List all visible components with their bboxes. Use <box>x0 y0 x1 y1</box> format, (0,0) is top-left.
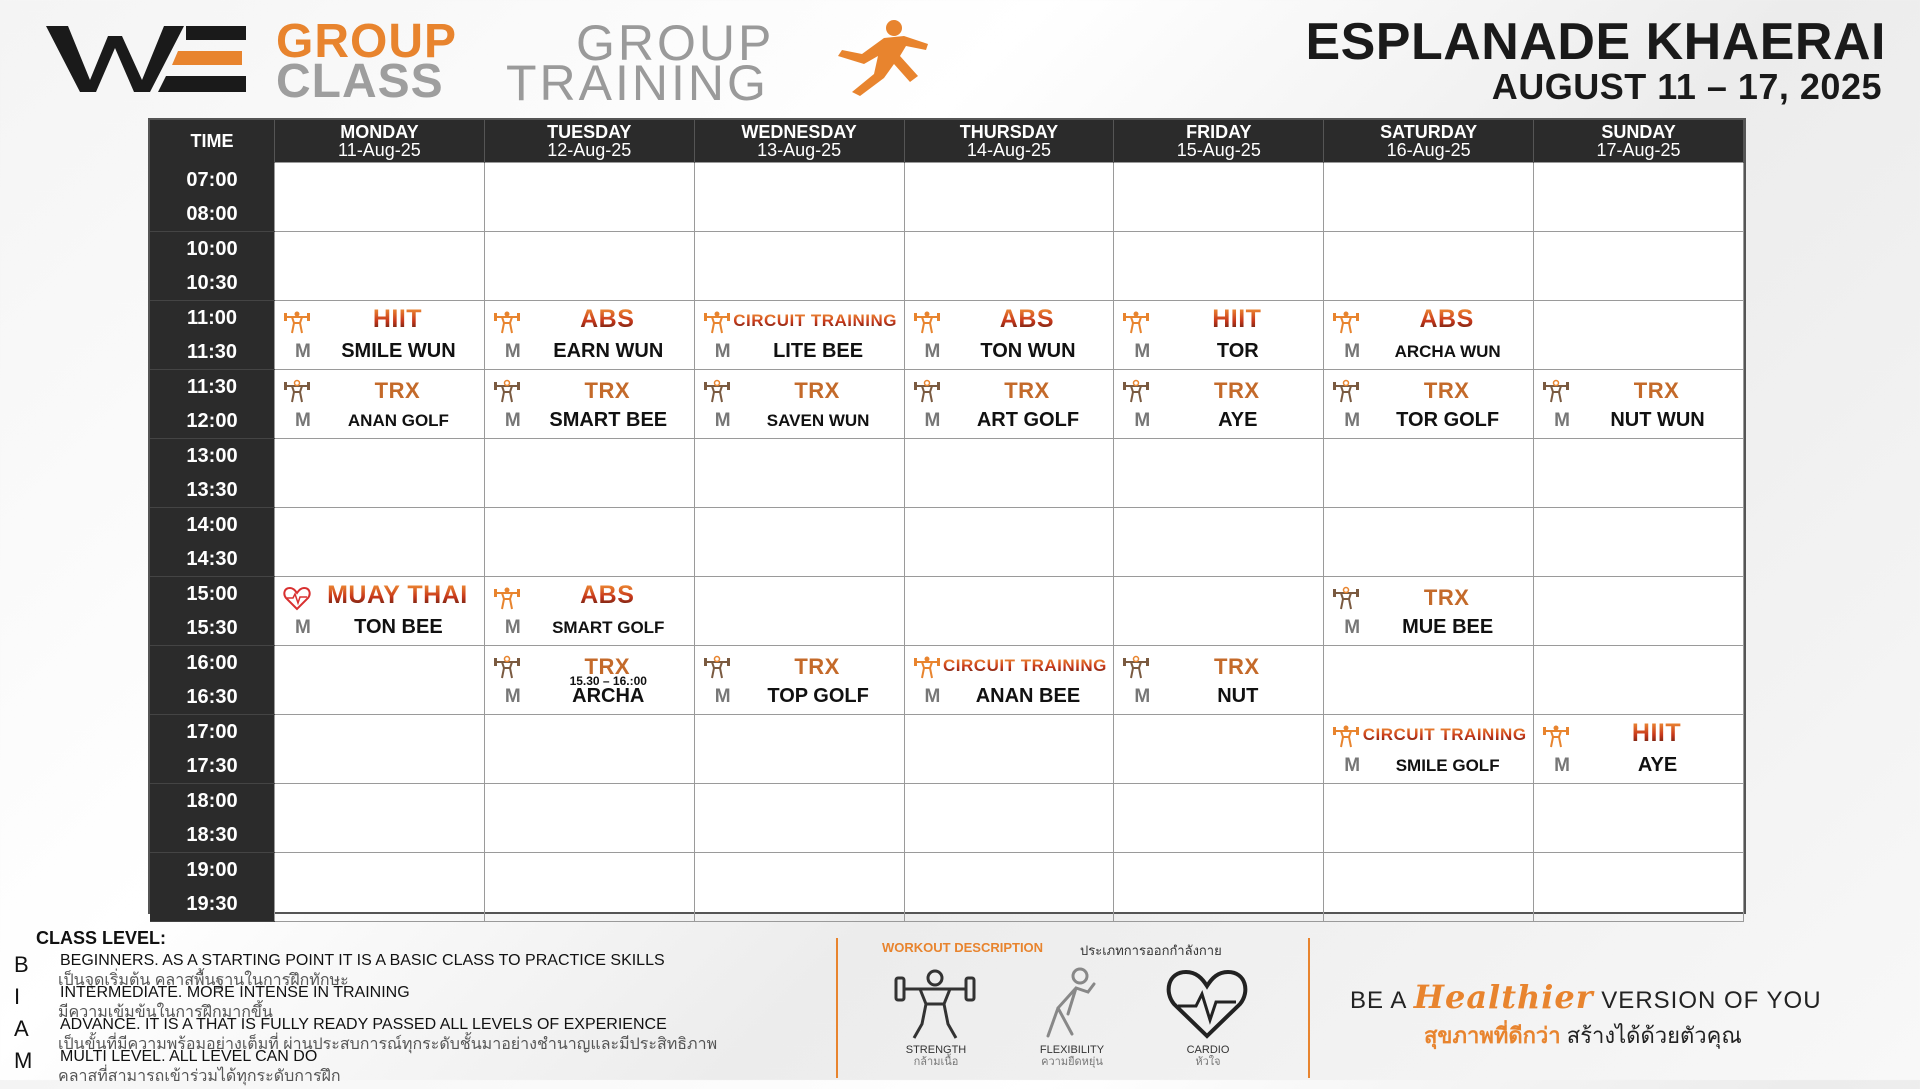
schedule-cell[interactable] <box>275 370 485 439</box>
class-entry[interactable] <box>1534 715 1743 783</box>
strength-icon <box>703 309 731 335</box>
schedule-cell <box>1534 301 1744 370</box>
time-label: 14:00 <box>186 514 238 536</box>
brand-group-bold: GROUP <box>276 15 458 68</box>
day-name: WEDNESDAY <box>741 122 857 142</box>
class-level: M <box>1554 410 1570 431</box>
schedule-cell[interactable] <box>1114 646 1324 715</box>
schedule-cell <box>904 439 1114 508</box>
schedule-cell <box>1324 853 1534 922</box>
schedule-cell <box>275 439 485 508</box>
strength-icon <box>1122 309 1150 335</box>
schedule-cell <box>1324 784 1534 853</box>
class-name: ABS <box>945 305 1110 334</box>
class-entry[interactable] <box>485 301 694 369</box>
trx-icon <box>703 654 731 680</box>
strength-icon <box>1332 723 1360 749</box>
schedule-cell <box>694 784 904 853</box>
time-label: 17:30 <box>186 755 238 777</box>
schedule-cell <box>484 439 694 508</box>
class-level: M <box>1344 341 1361 362</box>
runner-icon <box>822 16 932 98</box>
schedule-cell[interactable] <box>1324 577 1534 646</box>
schedule-cell <box>694 439 904 508</box>
time-cell <box>150 301 275 370</box>
schedule-row <box>150 439 1744 508</box>
time-cell <box>150 439 275 508</box>
schedule-cell[interactable] <box>1534 370 1744 439</box>
schedule-cell[interactable] <box>484 646 694 715</box>
trx-icon <box>493 378 521 404</box>
schedule-cell[interactable] <box>694 301 904 370</box>
day-header-sunday <box>1534 120 1744 163</box>
schedule-cell <box>1534 577 1744 646</box>
day-date: 13-Aug-25 <box>757 140 842 160</box>
schedule-cell <box>1534 646 1744 715</box>
schedule-cell <box>484 853 694 922</box>
day-name: SATURDAY <box>1380 122 1478 142</box>
class-trainer: AYE <box>1637 754 1678 776</box>
class-level: M <box>924 686 941 707</box>
class-level: M <box>504 410 521 431</box>
class-trainer: EARN WUN <box>553 340 664 362</box>
schedule-cell[interactable] <box>484 370 694 439</box>
time-label: 07:00 <box>186 168 238 191</box>
class-trainer: TON BEE <box>354 616 443 638</box>
schedule-cell[interactable] <box>904 646 1114 715</box>
schedule-cell[interactable] <box>275 577 485 646</box>
level-letter: I <box>14 984 21 1009</box>
class-entry[interactable] <box>275 577 484 645</box>
flexibility-label: FLEXIBILITY ความยืดหยุ่น <box>1039 1044 1105 1068</box>
trx-icon <box>913 378 941 404</box>
time-label: 11:30 <box>186 341 238 363</box>
class-level: M <box>1554 755 1570 776</box>
venue-title: ESPLANADE KHAERAI <box>1305 13 1886 71</box>
schedule-cell <box>1534 439 1744 508</box>
strength-icon <box>1332 309 1360 335</box>
slogan-pre: BE A <box>1350 987 1407 1014</box>
class-trainer: SMART BEE <box>549 409 668 431</box>
schedule-cell <box>1114 163 1324 232</box>
day-header-monday <box>275 120 485 163</box>
schedule-cell <box>484 715 694 784</box>
class-trainer: SAVEN WUN <box>766 411 870 430</box>
schedule-cell <box>275 508 485 577</box>
class-entry[interactable] <box>695 301 904 369</box>
schedule-cell[interactable] <box>694 646 904 715</box>
schedule-cell <box>1114 577 1324 646</box>
trx-icon <box>1122 654 1150 680</box>
class-level: M <box>504 617 521 638</box>
class-name: TRX <box>584 378 631 403</box>
class-level-title: CLASS LEVEL: <box>36 928 167 948</box>
class-name: TRX <box>1423 585 1470 610</box>
schedule-cell <box>904 577 1114 646</box>
trx-icon <box>1332 585 1360 611</box>
class-name: MUAY THAI <box>315 581 480 610</box>
time-label: 18:30 <box>186 824 238 846</box>
trx-icon <box>493 654 521 680</box>
schedule-cell <box>1324 439 1534 508</box>
class-name: ABS <box>525 305 690 334</box>
slogan-thai-highlight: สุขภาพที่ดีกว่า <box>1424 1023 1561 1048</box>
time-label: 14:30 <box>186 548 238 570</box>
schedule-cell <box>904 784 1114 853</box>
class-trainer: MUE BEE <box>1402 616 1494 638</box>
schedule-cell[interactable] <box>1324 715 1534 784</box>
schedule-cell <box>1114 508 1324 577</box>
class-name: TRX <box>1004 378 1050 403</box>
time-label: 18:00 <box>186 790 238 812</box>
time-label: 16:30 <box>186 686 238 708</box>
class-name: TRX <box>1633 378 1680 403</box>
slogan-highlight: Healthier <box>1413 978 1594 1016</box>
time-label: 11:00 <box>186 307 238 329</box>
schedule-cell[interactable] <box>484 577 694 646</box>
class-trainer: ART GOLF <box>976 409 1080 431</box>
class-name: TRX <box>794 378 840 403</box>
schedule-cell <box>1534 163 1744 232</box>
day-header-friday <box>1114 120 1324 163</box>
class-name: HIIT <box>1574 719 1739 748</box>
time-label: 08:00 <box>186 202 238 225</box>
schedule-cell <box>484 508 694 577</box>
class-name: TRX <box>1214 378 1260 403</box>
class-entry[interactable] <box>1324 577 1533 645</box>
day-name: SUNDAY <box>1601 122 1676 142</box>
day-header-wednesday <box>694 120 904 163</box>
schedule-cell <box>1114 439 1324 508</box>
schedule-cell <box>484 784 694 853</box>
schedule-cell <box>904 508 1114 577</box>
class-time-note: 15.30 – 16.:00 <box>569 674 647 688</box>
schedule-cell <box>1114 715 1324 784</box>
day-date: 16-Aug-25 <box>1386 140 1471 160</box>
schedule-cell[interactable] <box>1534 715 1744 784</box>
class-name: TRX <box>794 654 840 679</box>
time-cell <box>150 784 275 853</box>
class-level: M <box>1344 410 1361 431</box>
schedule-row <box>150 232 1744 301</box>
class-level-legend <box>0 926 820 1085</box>
time-cell <box>150 715 275 784</box>
strength-icon <box>913 654 941 680</box>
schedule-cell[interactable] <box>1324 370 1534 439</box>
class-level: M <box>1344 617 1361 638</box>
time-label: 10:30 <box>186 272 238 294</box>
day-header-tuesday <box>484 120 694 163</box>
slogan-thai <box>1424 1018 1742 1053</box>
schedule-row <box>150 577 1744 646</box>
time-cell <box>150 853 275 922</box>
class-name: CIRCUIT TRAINING <box>1358 725 1531 745</box>
class-level: M <box>714 341 731 362</box>
class-entry[interactable] <box>1114 370 1323 438</box>
schedule-cell <box>1324 508 1534 577</box>
class-level: M <box>714 410 731 431</box>
schedule-cell <box>1534 784 1744 853</box>
schedule-cell[interactable] <box>694 370 904 439</box>
time-cell <box>150 508 275 577</box>
schedule-cell <box>1324 232 1534 301</box>
time-label: 12:00 <box>186 410 238 432</box>
day-date: 15-Aug-25 <box>1176 140 1261 160</box>
class-name: TRX <box>1423 378 1470 403</box>
schedule-cell <box>1114 232 1324 301</box>
class-level: M <box>1134 686 1151 707</box>
schedule-cell <box>694 232 904 301</box>
class-trainer: ANAN GOLF <box>347 411 449 430</box>
class-entry[interactable] <box>905 301 1114 369</box>
class-entry[interactable] <box>1114 301 1323 369</box>
day-name: TUESDAY <box>547 122 632 142</box>
class-trainer: NUT WUN <box>1610 409 1705 431</box>
class-level: M <box>295 341 311 362</box>
day-name: MONDAY <box>340 122 419 142</box>
schedule-row <box>150 301 1744 370</box>
trx-icon <box>283 378 311 404</box>
slogan-post: VERSION OF YOU <box>1601 987 1822 1014</box>
strength-icon <box>493 585 521 611</box>
class-entry[interactable] <box>1324 370 1533 438</box>
time-cell <box>150 163 275 232</box>
time-label: 16:00 <box>186 652 238 674</box>
class-entry[interactable] <box>275 301 484 369</box>
level-desc-th: เป็นขั้นที่มีความพร้อมอย่างเต็มที่ ผ่านประสบการณ์ทุกระดับชั้นมาอย่างชำนาญและมีประสิทธิภาพ <box>58 1036 718 1053</box>
schedule-row <box>150 646 1744 715</box>
schedule-cell <box>1114 784 1324 853</box>
schedule-cell <box>694 577 904 646</box>
schedule-cell[interactable] <box>904 301 1114 370</box>
workout-title: WORKOUT DESCRIPTION <box>882 940 1044 955</box>
trx-icon <box>1332 378 1360 404</box>
class-name: CIRCUIT TRAINING <box>939 656 1112 676</box>
class-trainer: NUT <box>1217 685 1259 707</box>
time-cell <box>150 232 275 301</box>
class-level: M <box>295 617 311 638</box>
we-logo <box>46 18 246 96</box>
schedule-cell <box>275 646 485 715</box>
schedule-cell <box>1534 853 1744 922</box>
level-letter: B <box>14 952 29 977</box>
workout-description <box>836 938 1310 1078</box>
trx-icon <box>703 378 731 404</box>
class-entry[interactable] <box>695 646 904 714</box>
strength-label: STRENGTH กล้ามเนื้อ <box>905 1044 967 1068</box>
class-trainer: ARCHA <box>572 685 645 707</box>
class-name: HIIT <box>1154 305 1319 334</box>
level-desc-th: คลาสที่สามารถเข้าร่วมได้ทุกระดับการฝึก <box>58 1068 341 1085</box>
level-desc-en: INTERMEDIATE. MORE INTENSE IN TRAINING <box>60 984 410 1001</box>
schedule-row <box>150 715 1744 784</box>
class-name: HIIT <box>315 305 480 334</box>
schedule-cell <box>484 163 694 232</box>
cardio-icon <box>283 585 311 611</box>
schedule-cell[interactable] <box>904 370 1114 439</box>
schedule-cell <box>694 715 904 784</box>
class-trainer: LITE BEE <box>773 340 864 362</box>
schedule-cell <box>694 853 904 922</box>
schedule-cell <box>484 232 694 301</box>
level-letter: M <box>14 1048 33 1073</box>
class-trainer: ARCHA WUN <box>1394 342 1501 361</box>
day-date: 12-Aug-25 <box>547 140 632 160</box>
class-entry[interactable] <box>905 370 1114 438</box>
time-cell <box>150 646 275 715</box>
schedule-cell[interactable] <box>484 301 694 370</box>
class-level: M <box>714 686 731 707</box>
class-trainer: TOR <box>1216 340 1259 362</box>
schedule-table <box>148 118 1746 914</box>
brand-group-light: GROUP <box>576 15 775 71</box>
workout-title-th: ประเภทการออกกำลังกาย <box>1080 943 1222 958</box>
class-level: M <box>504 686 521 707</box>
class-entry[interactable] <box>1114 646 1323 714</box>
cardio-label: CARDIO หัวใจ <box>1186 1044 1230 1068</box>
strength-icon <box>1542 723 1570 749</box>
schedule-cell <box>1324 646 1534 715</box>
time-header: TIME <box>150 120 275 163</box>
schedule-row <box>150 370 1744 439</box>
time-cell <box>150 370 275 439</box>
class-name: TRX <box>584 654 631 679</box>
day-date: 14-Aug-25 <box>966 140 1051 160</box>
class-name: TRX <box>374 378 421 403</box>
day-date: 11-Aug-25 <box>338 140 421 160</box>
brand-class-bold: CLASS <box>276 55 444 108</box>
trx-icon <box>1122 378 1150 404</box>
schedule-cell <box>275 853 485 922</box>
slogan <box>1350 978 1822 1016</box>
class-name: ABS <box>1364 305 1529 334</box>
class-trainer: SMILE GOLF <box>1395 756 1500 775</box>
schedule-row <box>150 163 1744 232</box>
strength-icon <box>283 309 311 335</box>
class-trainer: ANAN BEE <box>975 685 1081 707</box>
strength-icon <box>892 964 978 1042</box>
schedule-cell <box>694 163 904 232</box>
class-entry[interactable] <box>695 370 904 438</box>
class-entry[interactable] <box>1324 715 1533 783</box>
class-entry[interactable] <box>1324 301 1533 369</box>
schedule-cell[interactable] <box>1114 370 1324 439</box>
day-name: THURSDAY <box>959 122 1059 142</box>
class-trainer: TON WUN <box>980 340 1076 362</box>
time-label: 15:00 <box>186 583 238 605</box>
schedule-cell <box>1324 163 1534 232</box>
class-entry[interactable] <box>485 577 694 645</box>
schedule-cell <box>275 163 485 232</box>
class-trainer: TOP GOLF <box>767 685 869 707</box>
schedule-cell <box>275 232 485 301</box>
class-level: M <box>1134 341 1151 362</box>
schedule-row <box>150 853 1744 922</box>
class-trainer: SMILE WUN <box>341 340 456 362</box>
level-desc-th: เป็นจุดเริ่มต้น คลาสพื้นฐานในการฝึกทักษะ <box>58 972 349 989</box>
level-desc-en: ADVANCE. IT IS A THAT IS FULLY READY PASSED ALL LEVELS OF EXPERIENCE <box>60 1016 667 1033</box>
cardio-icon <box>1164 964 1250 1042</box>
class-name: CIRCUIT TRAINING <box>729 311 902 331</box>
time-label: 13:00 <box>186 445 238 467</box>
schedule-cell <box>275 715 485 784</box>
strength-icon <box>493 309 521 335</box>
schedule-cell <box>904 715 1114 784</box>
schedule-row <box>150 508 1744 577</box>
slogan-thai-rest: สร้างได้ด้วยตัวคุณ <box>1566 1023 1742 1048</box>
schedule-cell <box>904 163 1114 232</box>
brand-training-light: TRAINING <box>506 55 769 111</box>
schedule-cell <box>1534 508 1744 577</box>
schedule-cell <box>904 232 1114 301</box>
day-header-saturday <box>1324 120 1534 163</box>
class-entry[interactable] <box>905 646 1114 714</box>
time-label: 19:00 <box>186 859 238 881</box>
day-date: 17-Aug-25 <box>1596 140 1681 160</box>
schedule-cell[interactable] <box>1114 301 1324 370</box>
strength-icon <box>913 309 941 335</box>
class-level: M <box>924 410 941 431</box>
schedule-cell[interactable] <box>1324 301 1534 370</box>
class-name: TRX <box>1214 654 1260 679</box>
time-label: 15:30 <box>186 617 238 639</box>
time-label: 19:30 <box>186 893 238 915</box>
flexibility-icon <box>1028 964 1114 1042</box>
level-desc-th: มีความเข้มข้นในการฝึกมากขึ้น <box>58 1004 273 1021</box>
class-entry[interactable] <box>1534 370 1743 438</box>
date-range: AUGUST 11 – 17, 2025 <box>1491 66 1882 107</box>
schedule-cell <box>694 508 904 577</box>
class-level: M <box>1344 755 1361 776</box>
time-label: 13:30 <box>186 479 238 501</box>
class-entry[interactable] <box>485 646 694 714</box>
time-label: 11:30 <box>186 376 238 398</box>
class-level: M <box>295 410 311 431</box>
trx-icon <box>1542 378 1570 404</box>
class-level: M <box>1134 410 1151 431</box>
schedule-cell <box>1114 853 1324 922</box>
level-letter: A <box>14 1016 29 1041</box>
class-level: M <box>924 341 941 362</box>
time-label: 17:00 <box>186 721 238 743</box>
schedule-cell[interactable] <box>275 301 485 370</box>
class-trainer: SMART GOLF <box>552 618 665 637</box>
day-header-thursday <box>904 120 1114 163</box>
class-trainer: TOR GOLF <box>1396 409 1500 431</box>
time-cell <box>150 577 275 646</box>
class-entry[interactable] <box>275 370 484 438</box>
schedule-cell <box>275 784 485 853</box>
time-label: 10:00 <box>186 238 238 260</box>
schedule-cell <box>904 853 1114 922</box>
schedule-cell <box>1534 232 1744 301</box>
level-desc-en: MULTI LEVEL. ALL LEVEL CAN DO <box>60 1048 318 1065</box>
day-name: FRIDAY <box>1186 122 1252 142</box>
schedule-row <box>150 784 1744 853</box>
class-entry[interactable] <box>485 370 694 438</box>
class-trainer: AYE <box>1218 409 1258 431</box>
level-desc-en: BEGINNERS. AS A STARTING POINT IT IS A BASIC CLASS TO PRACTICE SKILLS <box>60 952 665 969</box>
class-level: M <box>504 341 521 362</box>
class-name: ABS <box>525 581 690 610</box>
